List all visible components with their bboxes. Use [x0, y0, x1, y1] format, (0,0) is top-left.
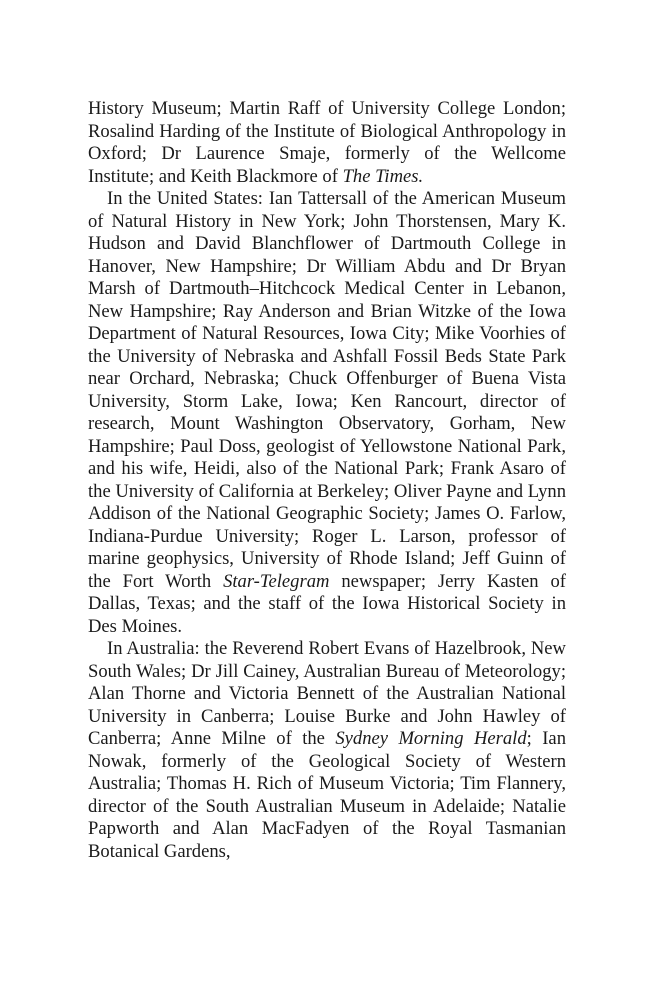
paragraph-uk-acknowledgements [88, 98, 566, 188]
text-run: ; Ian Nowak, formerly of the Geological Society of Western Australia; Thomas H. Rich of Museum Victoria; Tim Flannery, director of the South Australian Museum in Adelaide; Natalie Papworth and Alan MacFadyen of the Royal Tasmanian Botanical Gardens, [88, 728, 566, 862]
text-run: newspaper; Jerry Kasten of Dallas, Texas; and the staff of the Iowa Historical Society in Des Moines. [88, 570, 566, 637]
italic-title-run: The Times. [342, 165, 424, 187]
text-run: In Australia: the Reverend Robert Evans of Hazelbrook, New South Wales; Dr Jill Cainey, Australian Bureau of Meteorology; Alan Thorne and Victoria Bennett of the Australian National University in Canberra; Louise Burke and John Hawley of Canberra; Anne Milne of the [88, 638, 566, 749]
italic-title-run: Star-Telegram [223, 570, 330, 592]
page-body [88, 98, 566, 863]
italic-title-run: Sydney Morning Herald [335, 728, 527, 749]
text-run: History Museum; Martin Raff of University College London; Rosalind Harding of the Institute of Biological Anthropology in Oxford; Dr Laurence Smaje, formerly of the Wellcome Institute; and Keith Blackmore of [88, 98, 566, 187]
text-run: In the United States: Ian Tattersall of the American Museum of Natural History in New York; John Thorstensen, Mary K. Hudson and David Blanchflower of Dartmouth College in Hanover, New Hampshire; Dr William Abdu and Dr Bryan Marsh of Dartmouth–Hitchcock Medical Center in Lebanon, New Hampshire; Ray Anderson and Brian Witzke of the Iowa Department of Natural Resources, Iowa City; Mike Voorhies of the University of Nebraska and Ashfall Fossil Beds State Park near Orchard, Nebraska; Chuck Offenburger of Buena Vista University, Storm Lake, Iowa; Ken Rancourt, director of research, Mount Washington Observatory, Gorham, New Hampshire; Paul Doss, geologist of Yellowstone National Park, and his wife, Heidi, also of the National Park; Frank Asaro of the University of California at Berkeley; Oliver Payne and Lynn Addison of the National Geographic Society; James O. Farlow, Indiana-Purdue University; Roger L. Larson, professor of marine geophysics, University of Rhode Island; Jeff Guinn of the Fort Worth [88, 188, 566, 592]
paragraph-australia-acknowledgements [88, 638, 566, 863]
paragraph-us-acknowledgements [88, 188, 566, 638]
